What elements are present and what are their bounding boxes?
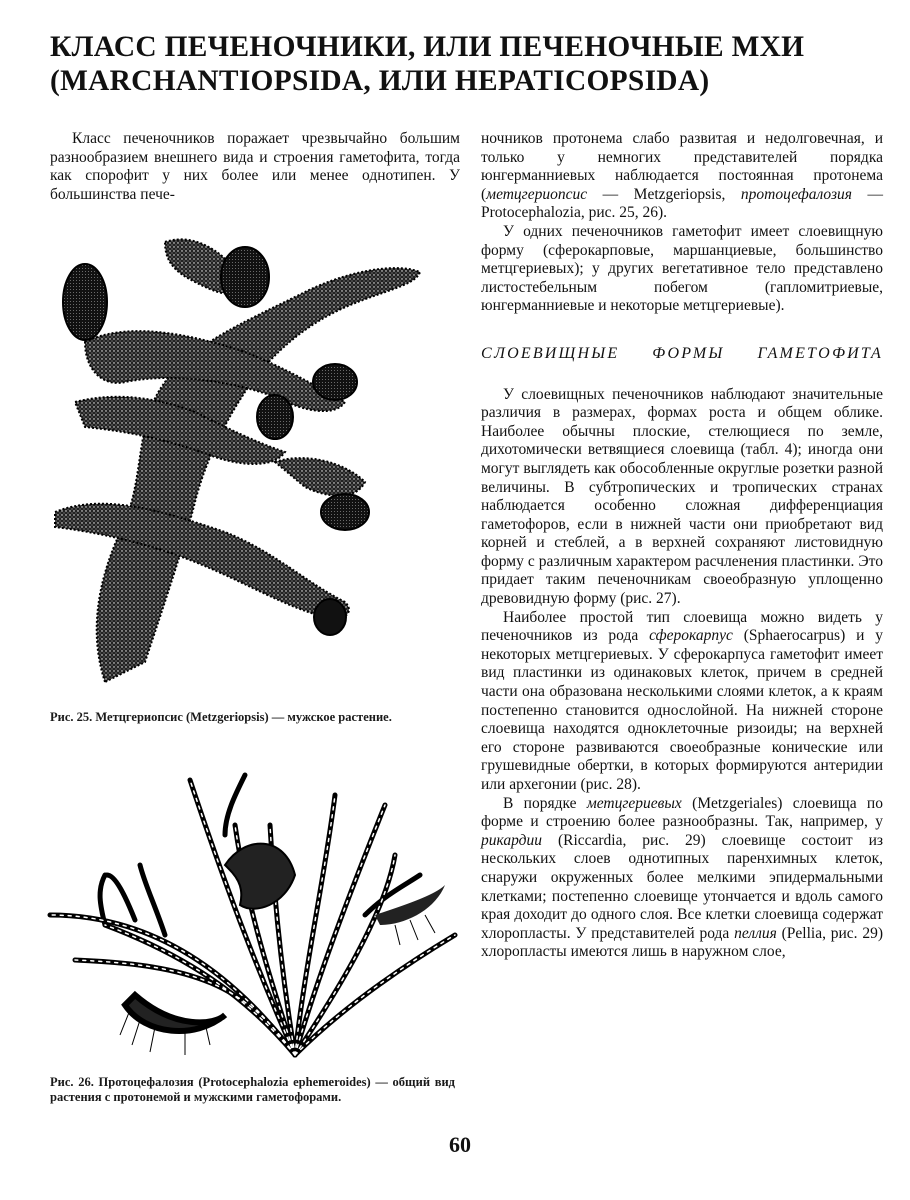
- liverwort-thallus-illustration: [45, 222, 425, 692]
- paragraph-sphaerocarpus: [481, 609, 883, 795]
- left-column: [50, 130, 460, 204]
- paragraph-metzgeriales: [481, 795, 883, 962]
- figure-25-caption: Рис. 25. Метцгериопсис (Metzgeriopsis) — мужское растение.: [50, 710, 392, 724]
- text-run: — Metzgeriopsis,: [587, 185, 741, 203]
- figure-26-caption: Рис. 26. Протоцефалозия (Protocephalozia ephemeroides) — общий вид растения с протонемой и мужскими гаметофорами.: [50, 1075, 455, 1104]
- right-column: [481, 130, 883, 962]
- italic-term: сферокарпус: [649, 627, 733, 645]
- italic-term: протоцефалозия: [740, 185, 852, 203]
- page-title: [50, 30, 873, 98]
- section-heading: СЛОЕВИЩНЫЕ ФОРМЫ ГАМЕТОФИТА: [481, 344, 883, 362]
- page-number: 60: [449, 1132, 471, 1157]
- italic-term: метцгериопсис: [486, 185, 588, 203]
- text-run: (Sphaerocarpus) и у некоторых метцгериевых. У сферокарпуса гаметофит имеет вид пластинки из одинаковых клеток, причем в средней части она образована несколькими слоями клеток, а к краям постепенно становится однослойной. На нижней стороне слоевища находятся одноклеточные ризоиды; на верхней его стороне развиваются своеобразные конические или грушевидные обертки, в которых формируются антеридии или архегонии (рис. 28).: [481, 627, 883, 793]
- text-run: Наиболее простой тип слоевища можно видеть у печеночников из рода: [481, 608, 883, 645]
- title-line-1: КЛАСС ПЕЧЕНОЧНИКИ, ИЛИ ПЕЧЕНОЧНЫЕ МХИ: [50, 30, 805, 63]
- text-run: ночников протонема слабо развитая и недолговечная, и только у немногих представителей порядка юнгерманниевых наблюдается постоянная протонема (: [481, 130, 883, 203]
- paragraph-intro: Класс печеночников поражает чрезвычайно большим разнообразием внешнего вида и строения гаметофита, тогда как спорофит у них более или менее однотипен. У большинства пече-: [50, 130, 460, 203]
- text-run: (Riccardia, рис. 29) слоевище состоит из нескольких слоев однотипных паренхимных клеток, снаружи окруженных более мелкими эпидермальными клетками; постепенно слоевище утончается и вдоль самого края доходит до одного слоя. Все клетки слоевища содержат хлоропласты. У представителей рода: [481, 831, 883, 942]
- paragraph-gametophyte-forms: У одних печеночников гаметофит имеет слоевищную форму (сферокарповые, маршанциевые, большинство метцгериевых); у других вегетативное тело представлено листостебельным побегом (гапломитриевые, юнгерманниевые и некоторые метцгериевые).: [481, 222, 883, 315]
- italic-term: метцгериевых: [586, 794, 682, 812]
- title-line-2: (MARCHANTIOPSIDA, ИЛИ HEPATICOPSIDA): [50, 64, 710, 97]
- text-run: В порядке: [503, 794, 587, 812]
- text-run: — Protocephalozia, рис. 25, 26).: [481, 185, 883, 222]
- paragraph-protonema: [481, 130, 883, 223]
- italic-term: рикардии: [481, 831, 543, 849]
- paragraph-thallose: У слоевищных печеночников наблюдают значительные различия в размерах, формах роста и общем облике. Наиболее обычны плоские, стелющиеся по земле, дихотомически ветвящиеся слоевища (табл. 4); иногда они могут выглядеть как обособленные округлые розетки разной величины. В субтропических и тропических странах наблюдается особенно сложная дифференциация гаметофоров, если в нижней части они приобретают вид корней и стеблей, а в верхней сохраняют листовидную форму с различным характером расчленения пластинки. Это придает таким печеночникам своеобразную уплощенно древовидную форму (рис. 27).: [481, 385, 883, 608]
- text-run: (Metzgeriales) слоевища по форме и строению более разнообразны. Так, например, у: [481, 794, 883, 831]
- protonema-branching-illustration: [45, 765, 460, 1065]
- text-run: (Pellia, рис. 29) хлоропласты имеются лишь в наружном слое,: [481, 924, 884, 961]
- italic-term: пеллия: [734, 924, 777, 942]
